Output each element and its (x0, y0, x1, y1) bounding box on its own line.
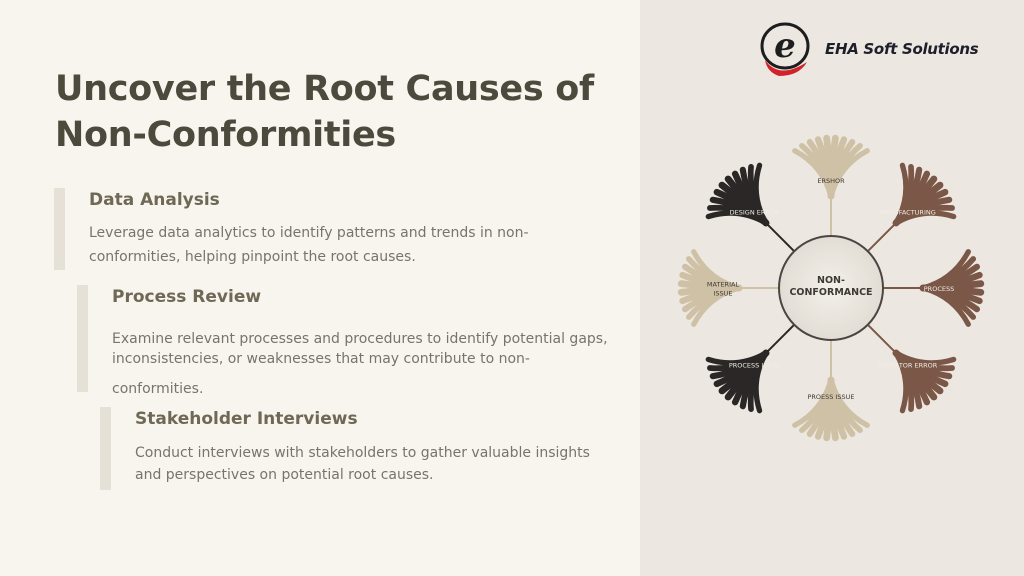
section-body-line: Conduct interviews with stakeholders to gather valuable insights (135, 445, 590, 461)
petal-stem (766, 223, 796, 253)
petal-4 (795, 338, 867, 438)
center-label-line-2: CONFORMANCE (789, 287, 873, 298)
section-body (112, 329, 608, 399)
company-logo (757, 18, 1007, 78)
section-body (89, 221, 529, 269)
section-heading: Data Analysis (89, 190, 220, 210)
section-body (135, 442, 590, 486)
section-heading: Stakeholder Interviews (135, 409, 358, 429)
petal-label: ISSUE (713, 289, 733, 298)
logo-mark-icon (757, 18, 817, 78)
petal-label: PROCESS (923, 285, 955, 293)
root-cause-diagram (640, 70, 1024, 576)
center-label-line-1: NON- (817, 275, 845, 286)
petal-stem (866, 323, 896, 353)
section-body-line: conformities. (112, 381, 204, 397)
page-title-line-1: Uncover the Root Causes of (55, 69, 594, 109)
petal-label: OPERATOR ERROR (877, 361, 938, 370)
section-accent-bar (54, 188, 65, 270)
petal-label: MATERIAL (706, 280, 740, 289)
petal-stem (766, 323, 796, 353)
petal-label: MANUFACTURING (879, 208, 936, 217)
section-body-line: Examine relevant processes and procedures to identify potential gaps, (112, 331, 608, 347)
logo-text: EHA Soft Solutions (825, 40, 979, 58)
section-accent-bar (100, 407, 111, 490)
section-body-line: Leverage data analytics to identify patterns and trends in non- (89, 225, 529, 241)
petal-label: PROCESS ISSUE (728, 361, 781, 370)
section-heading: Process Review (112, 287, 262, 307)
page-title (55, 66, 615, 158)
section-body-line: conformities, helping pinpoint the root causes. (89, 249, 416, 265)
section-body-line: and perspectives on potential root causes. (135, 467, 434, 483)
petal-stem (866, 223, 896, 253)
section-body-line: inconsistencies, or weaknesses that may contribute to non- (112, 351, 530, 367)
petal-label: ERSHOR (817, 177, 845, 185)
section-accent-bar (77, 285, 88, 392)
petal-label: DESIGN ERROR (729, 208, 780, 217)
page-title-line-2: Non-Conformities (55, 115, 396, 155)
logo-letter: e (774, 26, 796, 66)
petal-0 (795, 138, 867, 238)
petal-label: PROESS ISSUE (807, 393, 855, 401)
